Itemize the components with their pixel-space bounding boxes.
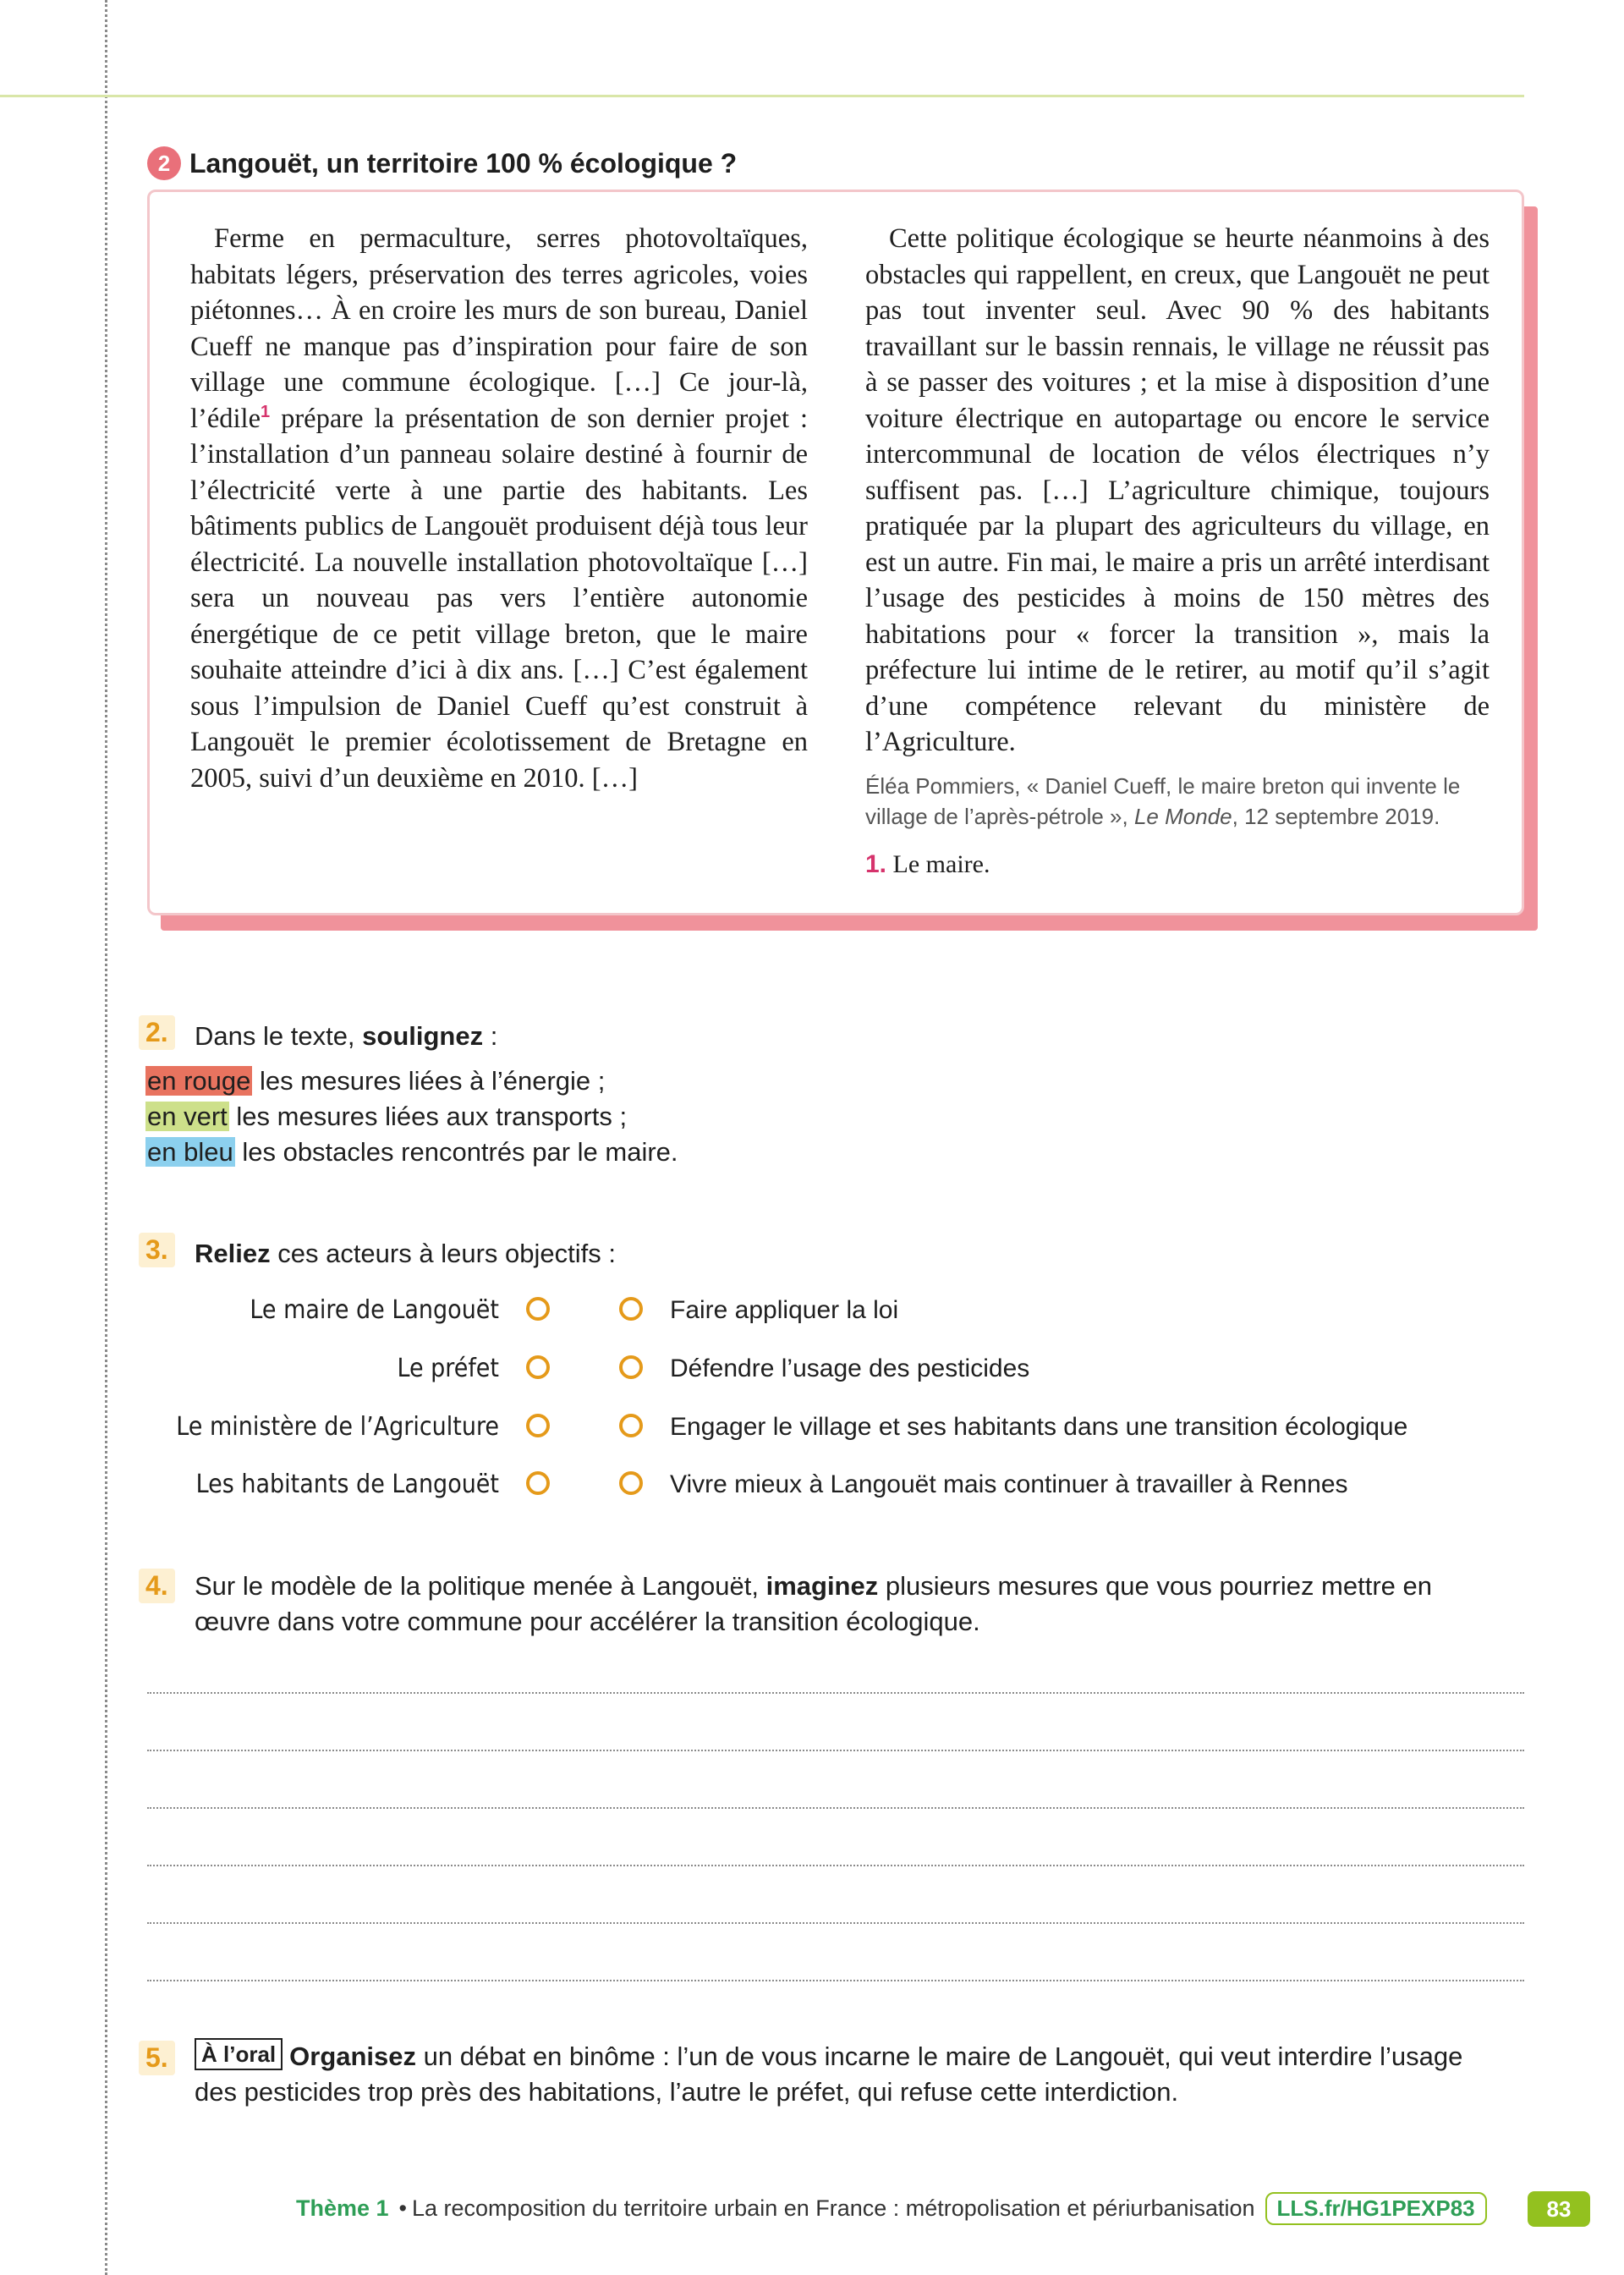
question-2-number: 2. [139, 1015, 175, 1050]
match-row [0, 1406, 1624, 1448]
question-5-number: 5. [139, 2041, 175, 2075]
q3-rest: ces acteurs à leurs objectifs : [270, 1239, 616, 1268]
source-journal: Le Monde [1133, 804, 1232, 829]
match-row [0, 1464, 1624, 1506]
q3-verb: Reliez [195, 1239, 271, 1268]
q2-line-blue [145, 1135, 678, 1170]
oral-tag: À l’oral [195, 2038, 283, 2070]
match-row [0, 1289, 1624, 1332]
margin-dotted-line [105, 0, 107, 2275]
question-3-prompt [195, 1236, 616, 1272]
actor-label: Les habitants de Langouët [195, 1470, 499, 1499]
q5-verb: Organisez [289, 2041, 417, 2071]
source-date: , 12 septembre 2019. [1232, 804, 1440, 829]
text-column-right [865, 221, 1490, 761]
footer-separator: • [398, 2195, 407, 2221]
question-4-number: 4. [139, 1569, 175, 1603]
footnote-text: Le maire. [892, 850, 990, 878]
q4-part-1: Sur le modèle de la politique menée à Langouët, [195, 1571, 766, 1601]
text-column-left [190, 221, 808, 796]
q2-line-green [145, 1099, 627, 1135]
q2-line-green-text: les mesures liées aux transports ; [228, 1102, 628, 1131]
highlight-blue: en bleu [147, 1137, 233, 1167]
actor-label: Le maire de Langouët [250, 1295, 499, 1325]
footer-link[interactable]: LLS.fr/HG1PEXP83 [1265, 2192, 1487, 2225]
q4-part-2: plusieurs mesures que vous pourriez mettre en œuvre dans votre commune pour accélérer la transition écologique. [195, 1571, 1433, 1636]
left-text-part-2: prépare la présentation de son dernier projet : l’installation d’un panneau solaire destiné à fournir de l’électricité verte à une partie des habitants. Les bâtiments publics de Langouët produisent déjà tous leur électricité. La nouvelle installation photovoltaïque […] sera un nouveau pas vers l’entière autonomie énergétique de ce petit village breton, que le maire souhaite atteindre d’ici à dix ans. […] C’est également sous l’impulsion de Daniel Cueff qu’est construit à Langouët le premier écolotissement de Bretagne en 2005, suivi d’un deuxième en 2010. […] [190, 403, 808, 794]
answer-line[interactable] [147, 1865, 1524, 1866]
source-author: Éléa Pommiers, « Daniel Cueff, le maire breton qui invente le village de l’après-pétrole », [865, 773, 1461, 829]
actor-connector[interactable] [526, 1355, 550, 1379]
actor-label: Le préfet [397, 1354, 499, 1383]
q2-line-blue-text: les obstacles rencontrés par le maire. [234, 1137, 678, 1167]
q4-verb: imaginez [765, 1571, 879, 1601]
goal-label: Engager le village et ses habitants dans une transition écologique [670, 1413, 1408, 1441]
question-5-prompt [195, 2039, 1480, 2110]
footnote-ref: 1 [261, 402, 271, 421]
actor-connector[interactable] [526, 1471, 550, 1495]
question-2-prompt [195, 1019, 497, 1054]
goal-label: Défendre l’usage des pesticides [670, 1355, 1030, 1382]
goal-connector[interactable] [619, 1297, 643, 1321]
page-footer [296, 2190, 1487, 2227]
right-text: Cette politique écologique se heurte néanmoins à des obstacles qui rappellent, en creux, que Langouët ne peut pas tout inventer seul. Avec 90 % des habitants travaillant sur le bassin rennais, le village ne réussit pas à se passer des voitures ; et la mise à disposition d’une voiture électrique en autopartage ou encore le service intercommunal de location de vélos électriques n’y suffisent pas. […] L’agriculture chimique, toujours pratiquée par la plupart des agriculteurs du village, en est un autre. Fin mai, le maire a pris un arrêté interdisant l’usage des pesticides à moins de 150 mètres des habitations pour « forcer la transition », mais la préfecture lui intime de le retirer, au motif qu’il s’agit d’une compétence relevant du ministère de l’Agriculture. [865, 223, 1490, 757]
actor-connector[interactable] [526, 1297, 550, 1321]
footnote [865, 850, 990, 879]
question-4-prompt [195, 1569, 1514, 1640]
page-number: 83 [1528, 2191, 1590, 2227]
goal-connector[interactable] [619, 1471, 643, 1495]
left-text-part-1: Ferme en permaculture, serres photovoltaïques, habitats légers, préservation des terres agricoles, voies piétonnes… À en croire les murs de son bureau, Daniel Cueff ne manque pas d’inspiration pour faire de son village une commune écologique. […] Ce jour-là, l’édile [190, 223, 808, 434]
actor-label: Le ministère de l’Agriculture [176, 1412, 499, 1442]
q2-colon: : [483, 1021, 498, 1051]
highlight-red: en rouge [147, 1066, 251, 1096]
goal-connector[interactable] [619, 1414, 643, 1437]
answer-line[interactable] [147, 1922, 1524, 1924]
goal-label: Vivre mieux à Langouët mais continuer à travailler à Rennes [670, 1470, 1348, 1498]
top-divider [0, 95, 1524, 97]
document-number-badge: 2 [147, 146, 181, 180]
q2-verb: soulignez [362, 1021, 484, 1051]
actor-connector[interactable] [526, 1414, 550, 1437]
footer-theme: Thème 1 [296, 2195, 389, 2221]
footnote-number: 1. [865, 850, 887, 878]
q2-intro: Dans le texte, [195, 1021, 363, 1051]
answer-line[interactable] [147, 1750, 1524, 1751]
q2-line-red-text: les mesures liées à l’énergie ; [252, 1066, 606, 1096]
match-row [0, 1348, 1624, 1390]
q2-line-red [145, 1063, 605, 1099]
answer-line[interactable] [147, 1692, 1524, 1694]
answer-line[interactable] [147, 1980, 1524, 1981]
answer-line[interactable] [147, 1807, 1524, 1809]
footer-title: La recomposition du territoire urbain en France : métropolisation et périurbanisation [412, 2195, 1255, 2221]
document-title-text: Langouët, un territoire 100 % écologique ? [189, 147, 738, 179]
source-citation [865, 771, 1508, 832]
text-box [147, 190, 1524, 915]
document-title [147, 142, 737, 184]
goal-label: Faire appliquer la loi [670, 1296, 899, 1324]
highlight-green: en vert [147, 1102, 228, 1131]
q5-rest: un débat en binôme : l’un de vous incarne le maire de Langouët, qui veut interdire l’usage des pesticides trop près des habitations, l’autre le préfet, qui refuse cette interdiction. [195, 2041, 1463, 2107]
question-3-number: 3. [139, 1233, 175, 1267]
goal-connector[interactable] [619, 1355, 643, 1379]
